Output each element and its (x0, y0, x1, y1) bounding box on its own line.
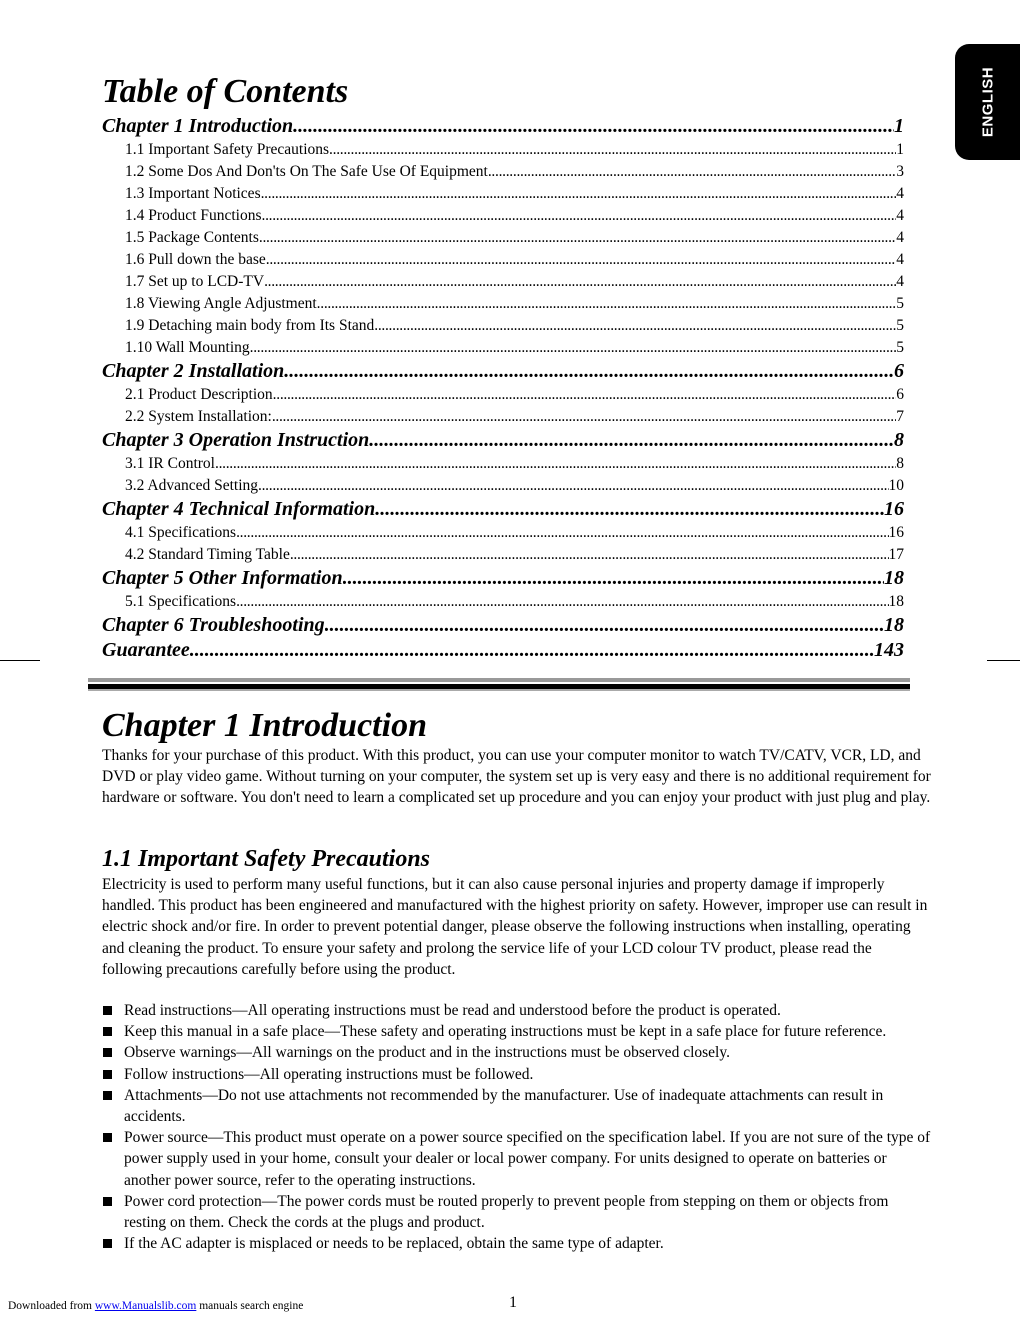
toc-entry-page: 5 (896, 339, 904, 356)
toc-leader-dots (290, 544, 889, 566)
toc-section-entry[interactable] (102, 475, 904, 497)
toc-entry-page: 6 (894, 360, 904, 382)
toc-leader-dots (262, 205, 897, 227)
toc-entry-label: 1.4 Product Functions (125, 207, 262, 224)
toc-entry-label: 1.6 Pull down the base (125, 251, 266, 268)
toc-entry-page: 5 (896, 295, 904, 312)
list-item-text: Power cord protection—The power cords must be routed properly to prevent people from stepping on them or objects from resting on them. Check the cords at the plugs and product. (124, 1192, 889, 1232)
toc-section-entry[interactable] (102, 183, 904, 205)
toc-leader-dots (258, 475, 888, 497)
list-item-text: Keep this manual in a safe place—These safety and operating instructions must be kept in a safe place for future reference. (124, 1023, 887, 1041)
square-bullet-icon (103, 1070, 112, 1079)
square-bullet-icon (103, 1048, 112, 1057)
toc-section-entry[interactable] (102, 453, 904, 475)
section-title: 1.1 Important Safety Precautions (102, 846, 431, 872)
toc-chapter-entry[interactable] (102, 566, 904, 591)
toc-section-entry[interactable] (102, 315, 904, 337)
toc-section-entry[interactable] (102, 522, 904, 544)
square-bullet-icon (103, 1091, 112, 1100)
language-tab-label: ENGLISH (979, 66, 996, 138)
toc-section-entry[interactable] (102, 205, 904, 227)
square-bullet-icon (103, 1239, 112, 1248)
toc-entry-label: 1.1 Important Safety Precautions (125, 141, 330, 158)
toc-chapter-entry[interactable] (102, 613, 904, 638)
toc-entry-label: 1.3 Important Notices (125, 185, 261, 202)
toc-entry-page: 4 (896, 207, 904, 224)
toc-entry-page: 7 (896, 408, 904, 425)
toc-entry-page: 3 (896, 163, 904, 180)
toc-leader-dots (259, 227, 896, 249)
toc-entry-label: 4.2 Standard Timing Table (125, 546, 290, 563)
list-item-text: If the AC adapter is misplaced or needs to be replaced, obtain the same type of adapter. (124, 1235, 664, 1253)
toc-entry-label: 1.10 Wall Mounting (125, 339, 250, 356)
list-item (102, 1085, 932, 1127)
chapter-title: Chapter 1 Introduction (102, 707, 427, 744)
toc-section-entry[interactable] (102, 249, 904, 271)
toc-entry-page: 10 (888, 477, 904, 494)
section-paragraph: Electricity is used to perform many useful functions, but it can also cause personal injuries and property damage if improperly handled. This product has been engineered and manufactured with the highest priority on safety. However, improper use can result in electric shock and/or fire. In order to prevent potential danger, please observe the following instructions when installing, operating and cleaning the product. To ensure your safety and prolong the service life of your LCD colour TV product, please read the following precautions carefully before using the product. (102, 876, 928, 978)
toc-entry-page: 4 (896, 273, 904, 290)
toc-section-entry[interactable] (102, 406, 904, 428)
language-tab (955, 44, 1020, 160)
toc-leader-dots (273, 384, 897, 406)
toc-section-entry[interactable] (102, 544, 904, 566)
toc-leader-dots (284, 359, 894, 384)
list-item (102, 1000, 932, 1021)
toc-title: Table of Contents (102, 73, 349, 110)
toc-entry-label: Chapter 5 Other Information (102, 567, 343, 589)
toc-entry-label: 1.8 Viewing Angle Adjustment (125, 295, 317, 312)
toc-section-entry[interactable] (102, 227, 904, 249)
square-bullet-icon (103, 1027, 112, 1036)
square-bullet-icon (103, 1197, 112, 1206)
toc-entry-page: 5 (896, 317, 904, 334)
toc-entry-page: 4 (896, 251, 904, 268)
list-item (102, 1191, 932, 1233)
toc-entry-label: Guarantee (102, 639, 190, 661)
list-item-text: Power source—This product must operate on a power source specified on the specification label. If you are not sure of the type of power supply used in your home, consult your dealer or local power company. For units designed to operate on batteries or another power source, refer to the operating instructions. (124, 1129, 931, 1189)
toc-section-entry[interactable] (102, 591, 904, 613)
toc-entry-label: Chapter 6 Troubleshooting (102, 614, 325, 636)
toc-entry-page: 6 (896, 386, 904, 403)
toc-leader-dots (329, 139, 896, 161)
toc-leader-dots (261, 183, 897, 205)
toc-leader-dots (272, 406, 896, 428)
toc-entry-page: 4 (896, 185, 904, 202)
toc-leader-dots (375, 497, 884, 522)
square-bullet-icon (103, 1006, 112, 1015)
toc-entry-label: 1.2 Some Dos And Don'ts On The Safe Use Of Equipment (125, 163, 488, 180)
toc-section-entry[interactable] (102, 384, 904, 406)
toc-leader-dots (293, 114, 894, 139)
toc-leader-dots (264, 271, 896, 293)
manualslib-link[interactable]: www.Manualslib.com (94, 1300, 197, 1312)
table-of-contents (102, 114, 904, 663)
toc-entry-page: 18 (888, 593, 904, 610)
toc-entry-page: 16 (884, 498, 904, 520)
toc-entry-page: 8 (894, 429, 904, 451)
list-item-text: Read instructions—All operating instructions must be read and understood before the product is operated. (124, 1002, 781, 1019)
toc-leader-dots (369, 428, 894, 453)
toc-entry-label: 4.1 Specifications (125, 524, 237, 541)
list-item-text: Attachments—Do not use attachments not recommended by the manufacturer. Use of inadequate attachments can result in accidents. (124, 1086, 884, 1126)
toc-chapter-entry[interactable] (102, 359, 904, 384)
precautions-list (102, 1000, 932, 1254)
toc-leader-dots (190, 638, 874, 663)
list-item (102, 1042, 932, 1063)
footer-suffix: manuals search engine (196, 1300, 304, 1312)
toc-leader-dots (343, 566, 884, 591)
download-footer (8, 1299, 303, 1313)
toc-entry-page: 16 (888, 524, 904, 541)
toc-leader-dots (374, 315, 896, 337)
toc-entry-label: 1.5 Package Contents (125, 229, 259, 246)
toc-entry-label: 2.1 Product Description (125, 386, 273, 403)
toc-entry-label: 3.1 IR Control (125, 455, 215, 472)
toc-leader-dots (325, 613, 884, 638)
toc-chapter-entry[interactable] (102, 497, 904, 522)
toc-entry-label: 1.7 Set up to LCD-TV (125, 273, 265, 290)
toc-section-entry[interactable] (102, 161, 904, 183)
toc-entry-label: 1.9 Detaching main body from Its Stand (125, 317, 375, 334)
list-item-text: Follow instructions—All operating instructions must be followed. (124, 1065, 534, 1083)
toc-entry-page: 4 (896, 229, 904, 246)
toc-entry-page: 17 (888, 546, 904, 563)
toc-entry-page: 143 (874, 639, 904, 661)
toc-entry-page: 18 (884, 614, 904, 636)
toc-chapter-entry[interactable] (102, 114, 904, 139)
toc-section-entry[interactable] (102, 337, 904, 359)
toc-entry-label: Chapter 1 Introduction (102, 115, 294, 137)
intro-paragraph: Thanks for your purchase of this product. With this product, you can use your computer monitor to watch TV/CATV, VCR, LD, and DVD or play video game. Without turning on your computer, the system set up is very easy and there is no additional requirement for hardware or software. You don't need to learn a complicated set up procedure and you can enjoy your product with just plug and play. (102, 747, 931, 807)
toc-section-entry[interactable] (102, 293, 904, 315)
toc-section-entry[interactable] (102, 271, 904, 293)
toc-entry-label: Chapter 3 Operation Instruction (102, 429, 370, 451)
toc-leader-dots (215, 453, 896, 475)
square-bullet-icon (103, 1133, 112, 1142)
toc-entry-label: 5.1 Specifications (125, 593, 237, 610)
toc-section-entry[interactable] (102, 139, 904, 161)
toc-leader-dots (317, 293, 897, 315)
toc-chapter-entry[interactable] (102, 638, 904, 663)
list-item (102, 1064, 932, 1085)
toc-entry-label: Chapter 2 Installation (102, 360, 285, 382)
toc-leader-dots (266, 249, 896, 271)
toc-leader-dots (236, 522, 888, 544)
toc-entry-label: 3.2 Advanced Setting (125, 477, 259, 494)
toc-leader-dots (488, 161, 896, 183)
footer-prefix: Downloaded from (8, 1300, 95, 1312)
toc-entry-page: 1 (894, 115, 904, 137)
list-item (102, 1233, 932, 1254)
toc-entry-label: 2.2 System Installation: (125, 408, 272, 425)
list-item-text: Observe warnings—All warnings on the product and in the instructions must be observed closely. (124, 1044, 730, 1062)
section-divider (88, 678, 910, 691)
toc-entry-label: Chapter 4 Technical Information (102, 498, 376, 520)
list-item (102, 1021, 932, 1042)
page-number: 1 (509, 1294, 517, 1311)
toc-entry-page: 1 (896, 141, 904, 158)
left-margin-rule (0, 660, 40, 661)
toc-leader-dots (236, 591, 888, 613)
toc-chapter-entry[interactable] (102, 428, 904, 453)
right-margin-rule (987, 660, 1020, 661)
list-item (102, 1127, 932, 1191)
toc-entry-page: 8 (896, 455, 904, 472)
toc-leader-dots (250, 337, 897, 359)
toc-entry-page: 18 (884, 567, 904, 589)
